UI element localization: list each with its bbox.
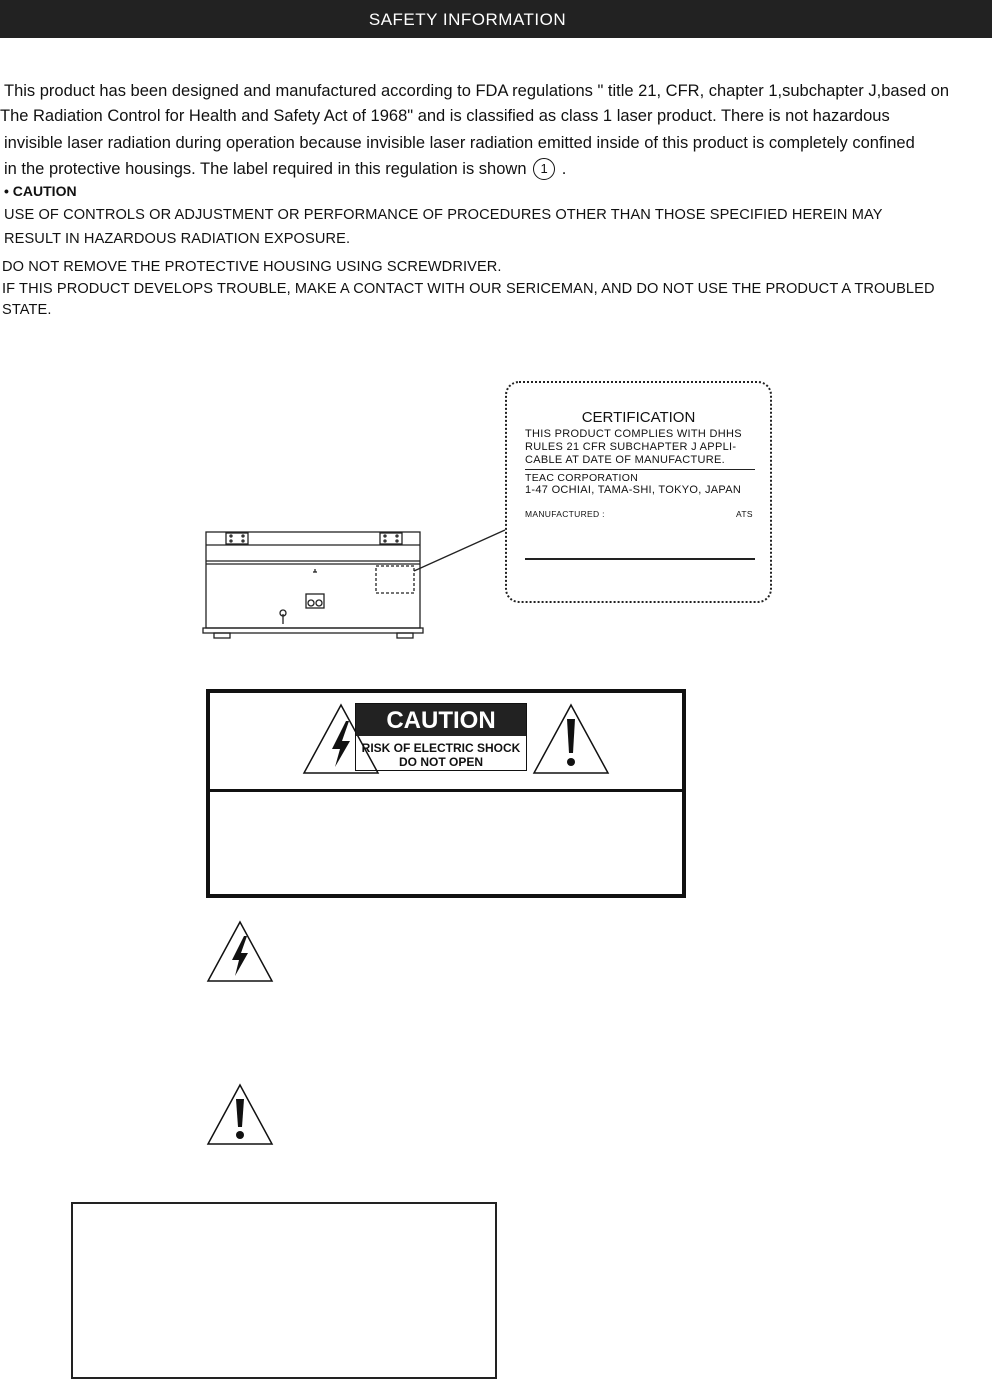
note-box — [71, 1202, 497, 1379]
page-title: SAFETY INFORMATION — [368, 10, 567, 29]
certification-line-1: THIS PRODUCT COMPLIES WITH DHHS — [525, 428, 742, 440]
ats-label: ATS — [736, 509, 753, 519]
intro-line-1: This product has been designed and manufactured according to FDA regulations " title 21, CFR, chapter 1,subchapter J,based on — [4, 82, 950, 100]
intro-line-3: invisible laser radiation during operation because invisible laser radiation emitted inside of this product is completely confined — [4, 134, 915, 152]
circled-number: 1 — [533, 158, 555, 180]
certification-line-2: RULES 21 CFR SUBCHAPTER J APPLI- — [525, 441, 737, 453]
caution-line-3: DO NOT REMOVE THE PROTECTIVE HOUSING USING SCREWDRIVER. — [2, 259, 502, 275]
intro-line-2: The Radiation Control for Health and Safety Act of 1968" and is classified as class 1 laser product. There is not hazardous — [0, 107, 890, 125]
intro-line-4-text: in the protective housings. The label required in this regulation is shown — [4, 160, 527, 178]
caution-badge — [355, 703, 527, 771]
certification-title: CERTIFICATION — [581, 409, 696, 426]
certification-company: TEAC CORPORATION — [525, 472, 639, 484]
caution-heading: • CAUTION — [4, 183, 77, 199]
intro-line-4-end: . — [561, 160, 567, 178]
caution-line-1: USE OF CONTROLS OR ADJUSTMENT OR PERFORMANCE OF PROCEDURES OTHER THAN THOSE SPECIFIED HEREIN MAY — [4, 207, 883, 223]
caution-line-5: STATE. — [2, 302, 52, 318]
certification-line-3: CABLE AT DATE OF MANUFACTURE. — [525, 454, 726, 466]
caution-label — [206, 689, 686, 898]
caution-label-divider — [210, 789, 682, 792]
certification-divider — [525, 469, 755, 470]
caution-badge-title: CAUTION — [356, 704, 526, 736]
caution-line-2: RESULT IN HAZARDOUS RADIATION EXPOSURE. — [4, 231, 351, 247]
exclamation-warning-icon — [532, 703, 610, 775]
signature-line — [525, 558, 755, 560]
manufactured-label: MANUFACTURED : — [525, 509, 605, 519]
exclamation-warning-icon — [206, 1083, 274, 1147]
lightning-warning-icon — [206, 920, 274, 984]
caution-line-4: IF THIS PRODUCT DEVELOPS TROUBLE, MAKE A CONTACT WITH OUR SERICEMAN, AND DO NOT USE THE PRODUCT A TROUBLED — [2, 281, 935, 297]
certification-address: 1-47 OCHIAI, TAMA-SHI, TOKYO, JAPAN — [525, 484, 742, 496]
certification-label — [505, 381, 772, 603]
caution-badge-sub-2: DO NOT OPEN — [398, 755, 483, 769]
caution-badge-sub-1: RISK OF ELECTRIC SHOCK — [361, 741, 521, 755]
